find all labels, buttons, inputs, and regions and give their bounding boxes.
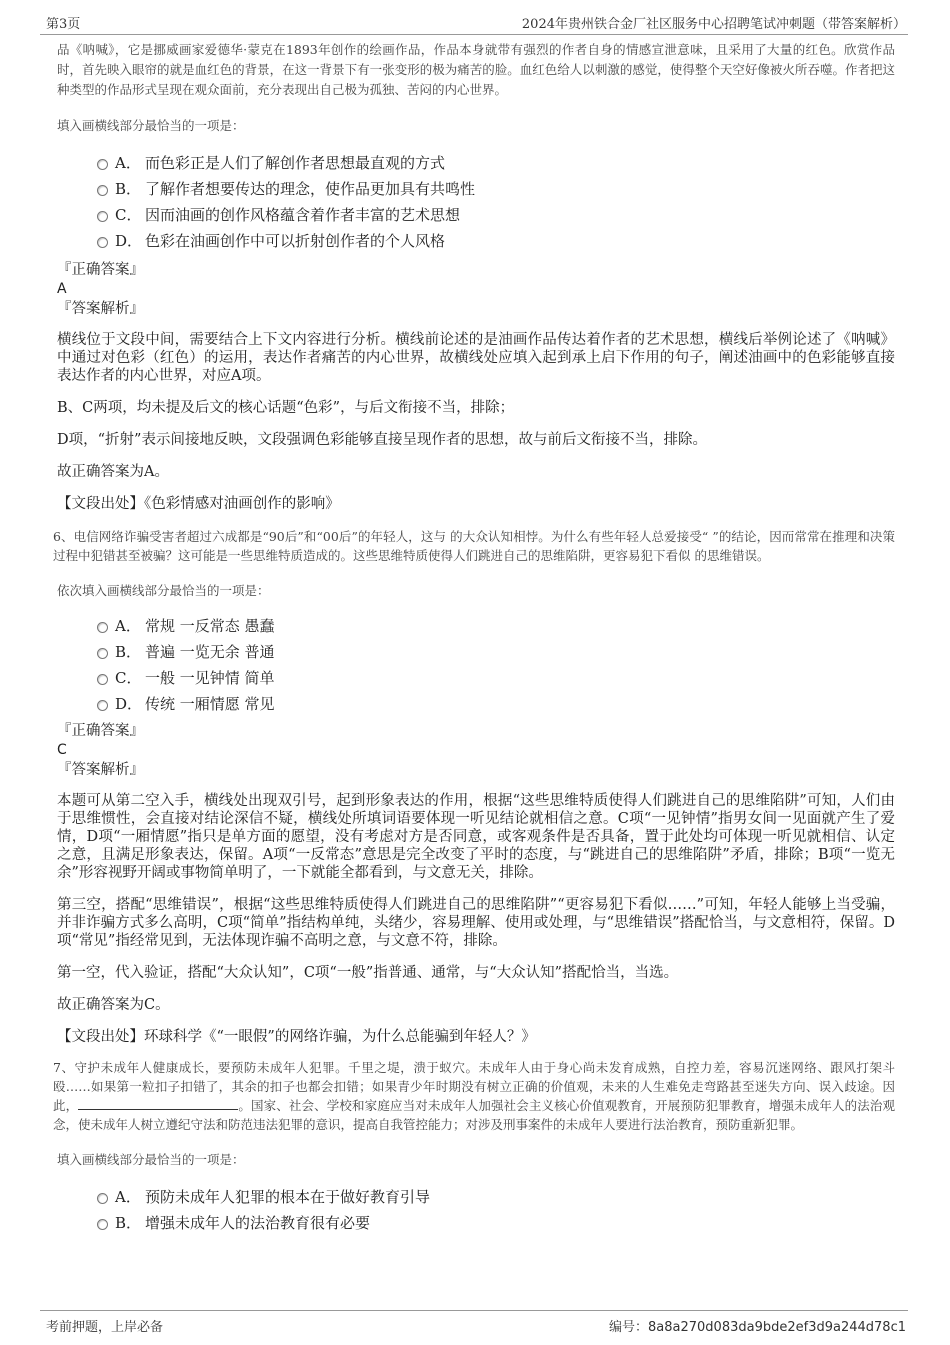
page-header — [40, 12, 908, 35]
q6-question: 6、电信网络诈骗受害者超过六成都是“90后”和“00后”的年轻人，这与 的大众认知相悖。为什么有些年轻人总爱接受“ ”的结论，因而常常在推理和决策过程中犯错甚至被骗？这可能是一些思维特质造成的。这些思维特质使得人们跳进自己的思维陷阱，更容易犯下看似 的思维错误。 — [53, 529, 895, 563]
q5-analysis-para: B、C两项，均未提及后文的核心话题“色彩”，与后文衔接不当，排除； — [57, 400, 515, 416]
q6-conclusion: 故正确答案为C。 — [57, 997, 170, 1013]
q6-analysis-para: 第三空，搭配“思维错误”，根据“这些思维特质使得人们跳进自己的思维陷阱”“更容易犯下看似……”可知，年轻人能够上当受骗，并非诈骗方式多么高明，C项“简单”指结构单纯，头绪少，容易理解、使用或处理，与“思维错误”搭配恰当，与文意相符，保留。D项“常见”指经常见到，无法体现诈骗不高明之意，与文意不符，排除。 — [57, 897, 895, 949]
page-number: 第3页 — [46, 17, 81, 32]
q5-option-c[interactable]: C． 因而油画的创作风格蕴含着作者丰富的艺术思想 — [57, 202, 895, 228]
radio-icon[interactable] — [97, 648, 108, 659]
radio-icon[interactable] — [97, 674, 108, 685]
q6-option-c[interactable]: C． 一般 一见钟情 简单 — [57, 665, 895, 691]
q7-options — [57, 1184, 895, 1236]
q6-answer-label: 『正确答案』 — [57, 723, 144, 739]
radio-icon[interactable] — [97, 185, 108, 196]
q5-analysis-label: 『答案解析』 — [57, 301, 144, 317]
q7-question: 7、守护未成年人健康成长，要预防未成年人犯罪。千里之堤，溃于蚁穴。未成年人由于身心尚未发育成熟，自控力差，容易沉迷网络、跟风打架斗殴……如果第一粒扣子扣错了，其余的扣子也都会扣错；如果青少年时期没有树立正确的价值观，未来的人生难免走弯路甚至迷失方向、误入歧途。因此， 。国家、社会、学校和家庭应当对未成年人加强社会主义核心价值观教育，开展预防犯罪教育，增强未成年人的法治观念，使未成年人树立遵纪守法和防范违法犯罪的意识，提高自我管控能力；对涉及刑事案件的未成年人要进行法治教育，预防重新犯罪。 — [53, 1060, 895, 1132]
q7-option-b[interactable]: B． 增强未成年人的法治教育很有必要 — [57, 1210, 895, 1236]
radio-icon[interactable] — [97, 237, 108, 248]
q5-options — [57, 150, 895, 254]
radio-icon[interactable] — [97, 211, 108, 222]
q6-option-d[interactable]: D． 传统 一厢情愿 常见 — [57, 691, 895, 717]
q5-option-d[interactable]: D． 色彩在油画创作中可以折射创作者的个人风格 — [57, 228, 895, 254]
q6-option-b[interactable]: B． 普遍 一览无余 普通 — [57, 639, 895, 665]
fill-blank — [78, 1097, 238, 1110]
q5-source: 【文段出处】《色彩情感对油画创作的影响》 — [57, 496, 340, 512]
q5-option-a[interactable]: A． 而色彩正是人们了解创作者思想最直观的方式 — [57, 150, 895, 176]
q5-conclusion: 故正确答案为A。 — [57, 464, 169, 480]
q5-analysis-para: 横线位于文段中间，需要结合上下文内容进行分析。横线前论述的是油画作品传达着作者的艺术思想，横线后举例论述了《呐喊》中通过对色彩（红色）的运用，表达作者痛苦的内心世界，故横线处应填入起到承上启下作用的句子，阐述油画中的色彩能够直接表达作者的内心世界，对应A项。 — [57, 332, 895, 384]
document-body — [53, 40, 895, 1236]
q5-answer: A — [57, 281, 67, 297]
radio-icon[interactable] — [97, 159, 108, 170]
footer-slogan: 考前押题，上岸必备 — [46, 1320, 164, 1335]
q6-prompt: 依次填入画横线部分最恰当的一项是： — [57, 583, 270, 598]
q6-analysis-para: 第一空，代入验证，搭配“大众认知”，C项“一般”指普通、通常，与“大众认知”搭配恰当，当选。 — [57, 965, 679, 981]
radio-icon[interactable] — [97, 1193, 108, 1204]
q6-analysis-para: 本题可从第二空入手，横线处出现双引号，起到形象表达的作用，根据“这些思维特质使得人们跳进自己的思维陷阱”可知，人们由于思维惯性，会直接对结论深信不疑，横线处所填词语要体现一听见结论就相信之意。C项“一见钟情”指男女间一见面就产生了爱情，D项“一厢情愿”指只是单方面的愿望，没有考虑对方是否同意，或客观条件是否具备，置于此处均可体现一听见就相信、认定之意，且满足形象表达，保留。A项“一反常态”意思是完全改变了平时的态度，与“跳进自己的思维陷阱”矛盾，排除；B项“一览无余”形容视野开阔或事物简单明了，一下就能全都看到，与文意无关，排除。 — [57, 793, 895, 881]
q6-answer: C — [57, 742, 67, 758]
q7-option-a[interactable]: A． 预防未成年人犯罪的根本在于做好教育引导 — [57, 1184, 895, 1210]
page-footer — [40, 1310, 908, 1339]
q5-analysis-para: D项，“折射”表示间接地反映，文段强调色彩能够直接呈现作者的思想，故与前后文衔接不当，排除。 — [57, 432, 707, 448]
q5-prompt: 填入画横线部分最恰当的一项是： — [57, 118, 245, 133]
q5-option-b[interactable]: B． 了解作者想要传达的理念，使作品更加具有共鸣性 — [57, 176, 895, 202]
q6-analysis-label: 『答案解析』 — [57, 762, 144, 778]
q6-option-a[interactable]: A． 常规 一反常态 愚蠢 — [57, 613, 895, 639]
radio-icon[interactable] — [97, 622, 108, 633]
document-title: 2024年贵州铁合金厂社区服务中心招聘笔试冲刺题（带答案解析） — [521, 17, 906, 32]
q5-answer-label: 『正确答案』 — [57, 262, 144, 278]
radio-icon[interactable] — [97, 1219, 108, 1230]
q7-prompt: 填入画横线部分最恰当的一项是： — [57, 1152, 245, 1167]
q5-passage: 品《呐喊》，它是挪威画家爱德华·蒙克在1893年创作的绘画作品，作品本身就带有强烈的作者自身的情感宣泄意味，且采用了大量的红色。欣赏作品时，首先映入眼帘的就是血红色的背景，在这一背景下有一张变形的极为痛苦的脸。血红色给人以刺激的感觉，使得整个天空好像被火所吞噬。作者把这种类型的作品形式呈现在观众面前，充分表现出自己极为孤独、苦闷的内心世界。 — [57, 42, 895, 97]
q6-source: 【文段出处】环球科学《“一眼假”的网络诈骗，为什么总能骗到年轻人？》 — [57, 1029, 536, 1045]
radio-icon[interactable] — [97, 700, 108, 711]
q6-options — [57, 613, 895, 717]
document-code: 编号：8a8a270d083da9bde2ef3d9a244d78c1 — [609, 1320, 906, 1335]
